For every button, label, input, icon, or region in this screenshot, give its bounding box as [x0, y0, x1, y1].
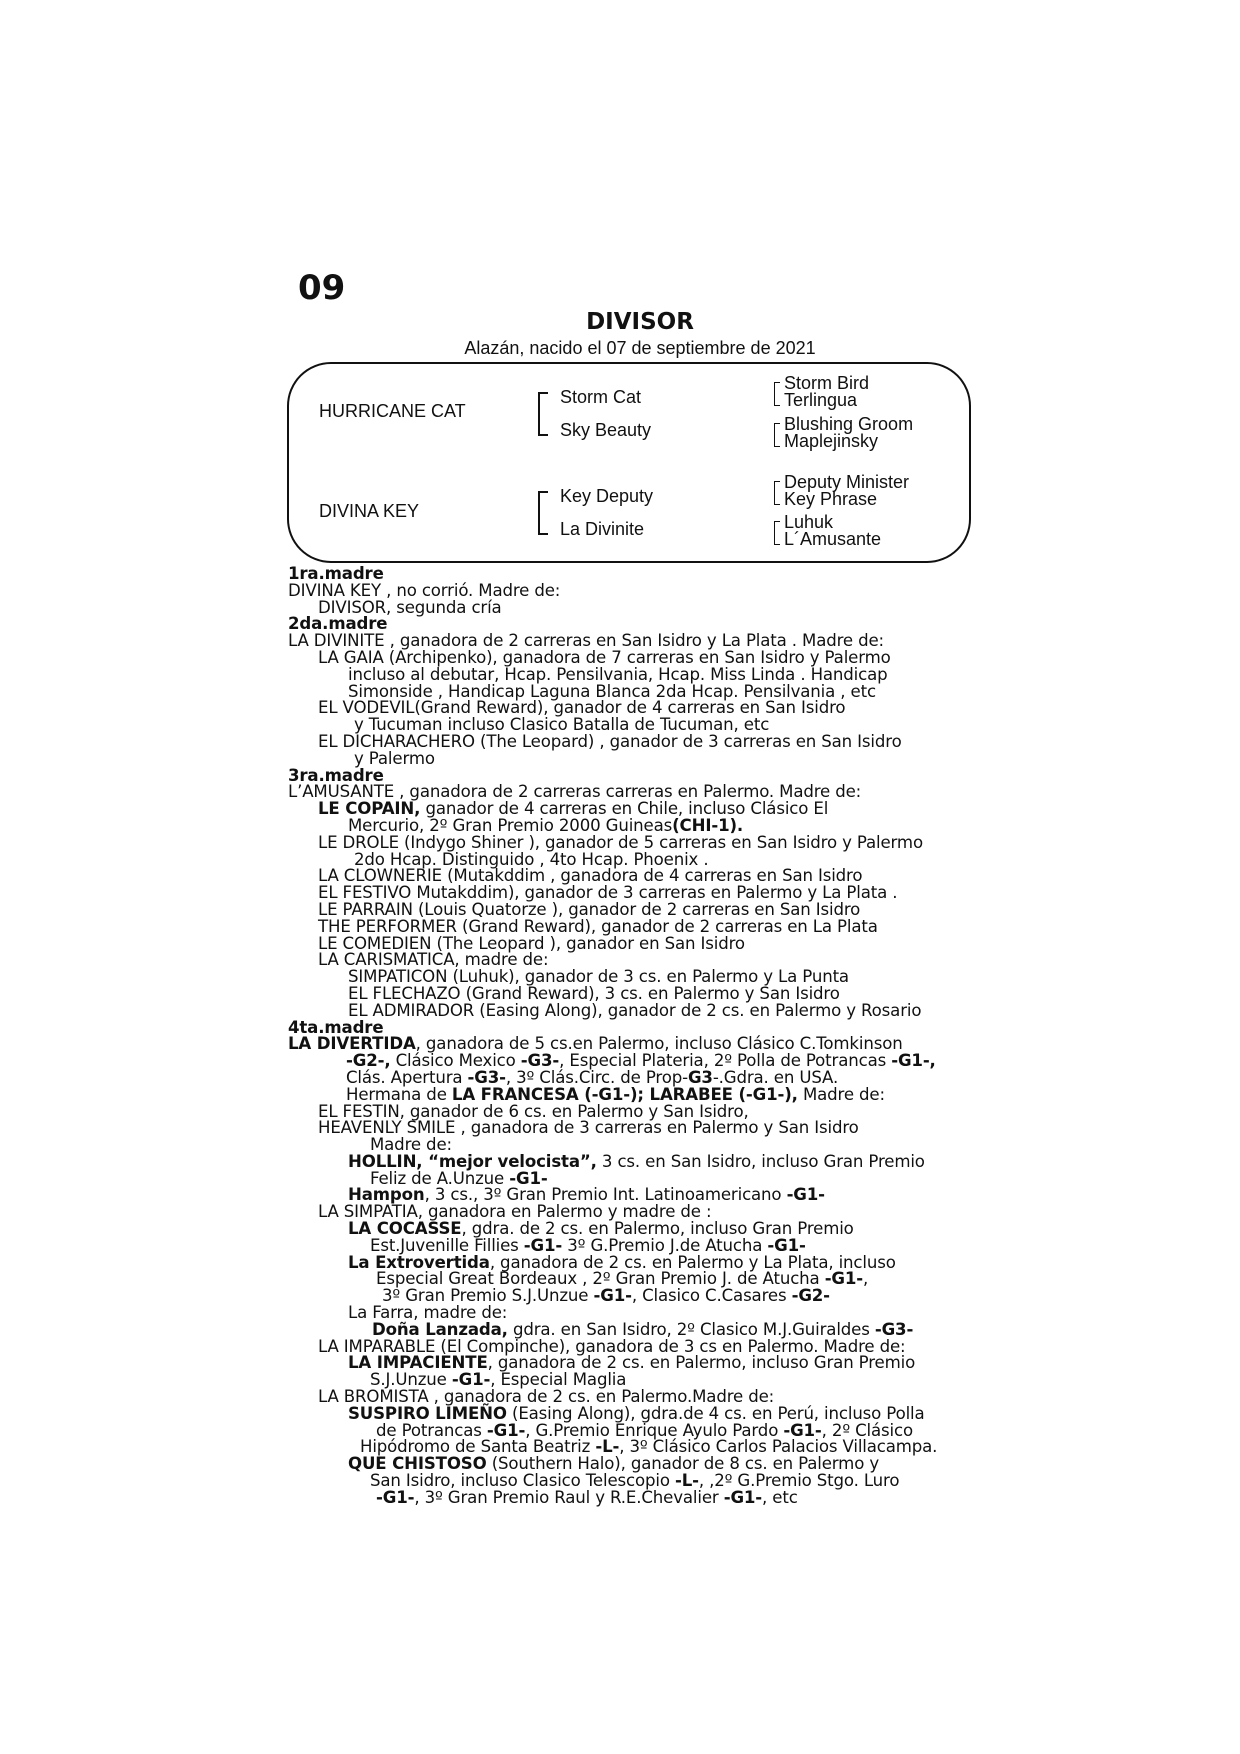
- pedigree-sire: HURRICANE CAT: [319, 401, 466, 421]
- note-text: Madre de:: [370, 1135, 452, 1155]
- note-bold-text: -G1-: [723, 1487, 763, 1507]
- dam-line-notes: [288, 566, 988, 1507]
- note-text: LE DROLE (Indygo Shiner ), ganador de 5 carreras en San Isidro y Palermo: [318, 832, 923, 852]
- note-text: La Farra, madre de:: [348, 1303, 508, 1323]
- note-text: , ganadora de 5 cs.en Palermo, incluso Clásico C.Tomkinson: [415, 1034, 903, 1054]
- note-line: [288, 1000, 988, 1020]
- note-text: LA SIMPATIA, ganadora en Palermo y madre de :: [318, 1202, 712, 1222]
- note-bold-text: SUSPIRO LIMEÑO: [348, 1403, 507, 1423]
- note-text: S.J.Unzue: [370, 1370, 452, 1390]
- note-bold-text: G3: [687, 1067, 713, 1087]
- note-text: LA CLOWNERIE (Mutakddim , ganadora de 4 carreras en San Isidro: [318, 866, 863, 886]
- note-bold-text: 2da.madre: [288, 614, 388, 634]
- note-text: ganador de 4 carreras en Chile, incluso Clásico El: [420, 799, 829, 819]
- note-text: (Easing Along), gdra.de 4 cs. en Perú, incluso Polla: [506, 1403, 925, 1423]
- note-bold-text: Doña Lanzada,: [372, 1319, 508, 1339]
- note-text: Clás. Apertura: [346, 1067, 468, 1087]
- pedigree-dam-dam: La Divinite: [560, 519, 645, 539]
- pedigree-g3-3: Blushing Groom: [784, 414, 914, 434]
- note-text: gdra. en San Isidro, 2º Clasico M.J.Guiraldes: [507, 1319, 875, 1339]
- note-text: , 3º Clásico Carlos Palacios Villacampa.: [619, 1437, 938, 1457]
- note-bold-text: LA IMPACIENTE: [348, 1353, 488, 1373]
- note-bold-text: 3ra.madre: [288, 765, 384, 785]
- note-text: Est.Juvenille Fillies: [370, 1235, 524, 1255]
- note-text: , etc: [762, 1487, 798, 1507]
- note-text: Feliz de A.Unzue: [370, 1168, 510, 1188]
- note-text: , Especial Plateria, 2º Polla de Potrancas: [559, 1051, 892, 1071]
- note-text: , 2º Clásico: [821, 1420, 913, 1440]
- note-text: , Clasico C.Casares: [631, 1286, 792, 1306]
- note-text: , 3º Clás.Circ. de Prop-: [505, 1067, 688, 1087]
- note-text: Hipódromo de Santa Beatriz: [360, 1437, 596, 1457]
- note-bold-text: HOLLIN, “mejor velocista”,: [348, 1151, 597, 1171]
- sire-bracket: [538, 392, 548, 436]
- note-bold-text: -G1-: [376, 1487, 415, 1507]
- note-text: , Especial Maglia: [490, 1370, 627, 1390]
- note-text: , ganadora de 2 cs. en Palermo, incluso Gran Premio: [487, 1353, 916, 1373]
- note-text: de Potrancas: [376, 1420, 487, 1440]
- note-text: y Tucuman incluso Clasico Batalla de Tucuman, etc: [354, 715, 770, 735]
- note-text: EL FESTIVO Mutakddim), ganador de 3 carreras en Palermo y La Plata .: [318, 883, 898, 903]
- note-text: y Palermo: [354, 748, 435, 768]
- note-bold-text: -G3-: [874, 1319, 914, 1339]
- note-bold-text: -G1-,: [891, 1051, 936, 1071]
- note-bold-text: -G3-: [520, 1051, 560, 1071]
- note-text: EL VODEVIL(Grand Reward), ganador de 4 carreras en San Isidro: [318, 698, 846, 718]
- note-text: (Southern Halo), ganador de 8 cs. en Palermo y: [486, 1454, 879, 1474]
- note-text: LA IMPARABLE (El Compinche), ganadora de 3 cs en Palermo. Madre de:: [318, 1336, 906, 1356]
- note-text: , 3º Gran Premio Raul y R.E.Chevalier: [414, 1487, 724, 1507]
- note-text: LA GAIA (Archipenko), ganadora de 7 carreras en San Isidro y Palermo: [318, 647, 891, 667]
- pedigree-g3-8: L´Amusante: [784, 529, 882, 549]
- note-text: EL FESTIN, ganador de 6 cs. en Palermo y San Isidro,: [318, 1101, 749, 1121]
- note-text: DIVINA KEY , no corrió. Madre de:: [288, 580, 561, 600]
- note-bold-text: -G1-: [824, 1269, 864, 1289]
- note-text: incluso al debutar, Hcap. Pensilvania, Hcap. Miss Linda . Handicap: [348, 664, 888, 684]
- note-text: 3 cs. en San Isidro, incluso Gran Premio: [596, 1151, 925, 1171]
- note-text: San Isidro, incluso Clasico Telescopio: [370, 1471, 675, 1491]
- pedigree-g3-4: Maplejinsky: [784, 431, 879, 451]
- note-text: 2do Hcap. Distinguido , 4to Hcap. Phoenix .: [354, 849, 709, 869]
- dam-bracket: [538, 491, 548, 535]
- note-bold-text: QUE CHISTOSO: [348, 1454, 487, 1474]
- note-line: [288, 597, 988, 617]
- note-text: L’AMUSANTE , ganadora de 2 carreras carreras en Palermo. Madre de:: [288, 782, 862, 802]
- note-text: EL DICHARACHERO (The Leopard) , ganador de 3 carreras en San Isidro: [318, 731, 902, 751]
- note-bold-text: 1ra.madre: [288, 564, 384, 583]
- note-bold-text: -G1-: [523, 1235, 563, 1255]
- g3-bracket-4: [774, 521, 780, 545]
- pedigree-g3-6: Key Phrase: [784, 489, 878, 509]
- note-bold-text: LA FRANCESA (-G1-); LARABEE (-G1-),: [451, 1084, 798, 1104]
- note-bold-text: Hampon: [348, 1185, 425, 1205]
- note-text: LA CARISMATICA, madre de:: [318, 950, 549, 970]
- note-bold-text: LA DIVERTIDA: [288, 1034, 416, 1054]
- birth-info: Alazán, nacido el 07 de septiembre de 2021: [464, 338, 816, 358]
- g3-bracket-1: [774, 382, 780, 406]
- note-bold-text: LE COPAIN,: [318, 799, 421, 819]
- note-text: 3º G.Premio J.de Atucha: [562, 1235, 768, 1255]
- note-bold-text: -G1-: [593, 1286, 632, 1306]
- note-bold-text: -G2-: [791, 1286, 830, 1306]
- note-line: [288, 748, 988, 768]
- pedigree-g3-5: Deputy Minister: [784, 472, 910, 492]
- note-text: 3º Gran Premio S.J.Unzue: [382, 1286, 594, 1306]
- note-bold-text: -G1-: [451, 1370, 491, 1390]
- note-bold-text: -G1-: [486, 1420, 526, 1440]
- lot-number: 09: [298, 268, 346, 308]
- note-text: LE PARRAIN (Louis Quatorze ), ganador de 2 carreras en San Isidro: [318, 899, 861, 919]
- note-text: HEAVENLY SMILE , ganadora de 3 carreras en Palermo y San Isidro: [318, 1118, 859, 1138]
- pedigree-g3-7: Luhuk: [784, 512, 834, 532]
- note-bold-text: -L-: [595, 1437, 620, 1457]
- pedigree-g3-1: Storm Bird: [784, 373, 870, 393]
- note-bold-text: -L-: [674, 1471, 699, 1491]
- note-text: LE COMEDIEN (The Leopard ), ganador en San Isidro: [318, 933, 745, 953]
- note-bold-text: 4ta.madre: [288, 1017, 384, 1037]
- note-bold-text: -G1-: [509, 1168, 548, 1188]
- note-text: , gdra. de 2 cs. en Palermo, incluso Gran Premio: [461, 1219, 854, 1239]
- note-bold-text: La Extrovertida: [348, 1252, 490, 1272]
- note-bold-text: -G3-: [467, 1067, 506, 1087]
- note-text: Madre de:: [797, 1084, 885, 1104]
- note-bold-text: -G1-: [783, 1420, 822, 1440]
- note-text: SIMPATICON (Luhuk), ganador de 3 cs. en Palermo y La Punta: [348, 967, 849, 987]
- pedigree-dam-sire: Key Deputy: [560, 486, 654, 506]
- note-text: Especial Great Bordeaux , 2º Gran Premio J. de Atucha: [376, 1269, 825, 1289]
- g3-bracket-3: [774, 481, 780, 505]
- note-text: -.Gdra. en USA.: [712, 1067, 839, 1087]
- g3-bracket-2: [774, 423, 780, 447]
- note-text: Simonside , Handicap Laguna Blanca 2da Hcap. Pensilvania , etc: [348, 681, 876, 701]
- note-text: EL ADMIRADOR (Easing Along), ganador de 2 cs. en Palermo y Rosario: [348, 1000, 922, 1020]
- note-text: , ,2º G.Premio Stgo. Luro: [698, 1471, 900, 1491]
- pedigree-g3-2: Terlingua: [784, 390, 858, 410]
- note-line: [288, 1487, 988, 1507]
- pedigree-sire-sire: Storm Cat: [560, 387, 642, 407]
- note-text: LA BROMISTA , ganadora de 2 cs. en Palermo.Madre de:: [318, 1387, 775, 1407]
- note-text: Mercurio, 2º Gran Premio 2000 Guineas: [348, 815, 673, 835]
- note-text: , ganadora de 2 cs. en Palermo y La Plata, incluso: [489, 1252, 896, 1272]
- note-text: DIVISOR, segunda cría: [318, 597, 502, 617]
- note-bold-text: -G2-,: [346, 1051, 391, 1071]
- note-bold-text: -G1-: [786, 1185, 825, 1205]
- note-bold-text: (CHI-1).: [672, 815, 744, 835]
- note-text: , 3 cs., 3º Gran Premio Int. Latinoamericano: [424, 1185, 787, 1205]
- note-bold-text: -G1-: [767, 1235, 806, 1255]
- pedigree-box: [287, 362, 971, 563]
- note-text: , G.Premio Enrique Ayulo Pardo: [525, 1420, 784, 1440]
- pedigree-sire-dam: Sky Beauty: [560, 420, 652, 440]
- note-text: LA DIVINITE , ganadora de 2 carreras en San Isidro y La Plata . Madre de:: [288, 631, 884, 651]
- note-text: Hermana de: [346, 1084, 452, 1104]
- note-bold-text: LA COCASSE: [348, 1219, 462, 1239]
- note-text: ,: [863, 1269, 869, 1289]
- note-text: EL FLECHAZO (Grand Reward), 3 cs. en Palermo y San Isidro: [348, 983, 840, 1003]
- note-text: Clásico Mexico: [390, 1051, 521, 1071]
- horse-name: DIVISOR: [586, 309, 694, 335]
- note-text: THE PERFORMER (Grand Reward), ganador de 2 carreras en La Plata: [318, 916, 878, 936]
- pedigree-dam: DIVINA KEY: [319, 501, 420, 521]
